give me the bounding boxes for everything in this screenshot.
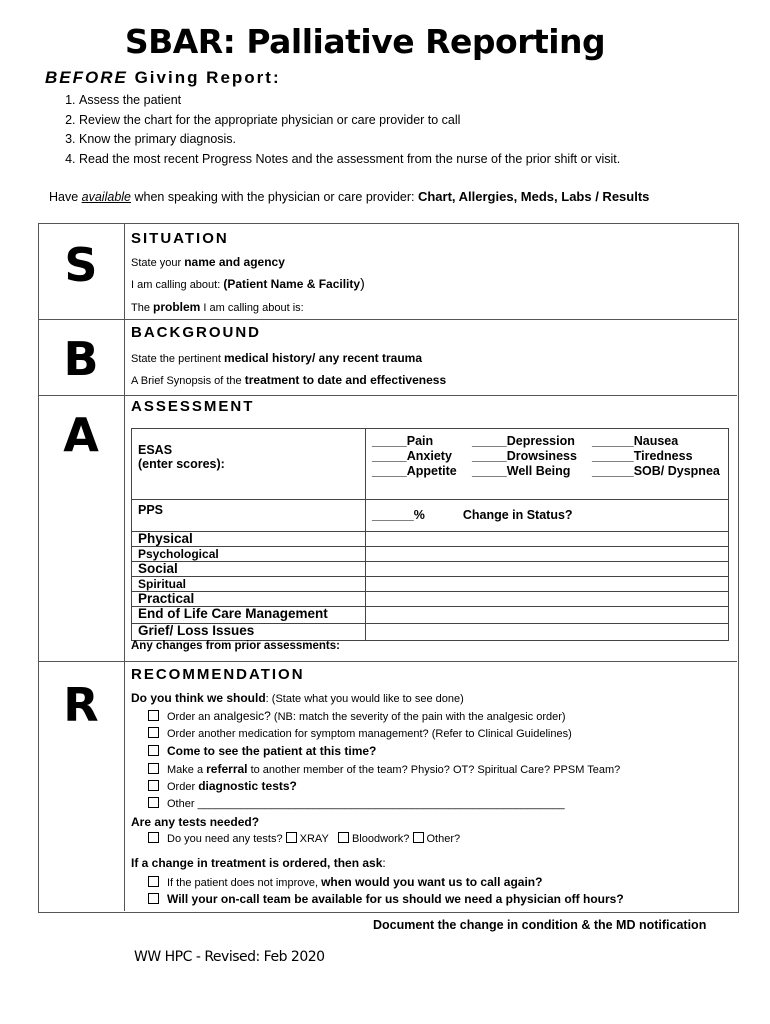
rec-option-analgesic[interactable]: Order an analgesic? (NB: match the severity of the pain with the analgesic order) (148, 709, 566, 723)
list-item: 1. Assess the patient (79, 91, 620, 111)
checkbox[interactable] (286, 832, 297, 843)
table-row (132, 624, 729, 641)
domain-label: End of Life Care Management (132, 607, 366, 624)
list-item: 3. Know the primary diagnosis. (79, 130, 620, 150)
checkbox[interactable] (148, 763, 159, 774)
domain-label: Grief/ Loss Issues (132, 624, 366, 641)
list-item: 2. Review the chart for the appropriate physician or care provider to call (79, 111, 620, 131)
pps-cell[interactable] (366, 500, 729, 532)
esas-item[interactable]: _____Drowsiness (472, 449, 577, 463)
checkbox[interactable] (148, 710, 159, 721)
before-steps-list (55, 91, 620, 169)
background-line-2: A Brief Synopsis of the treatment to date and effectiveness (131, 373, 447, 387)
esas-label-cell (132, 429, 366, 500)
esas-item[interactable]: ______Tiredness (592, 449, 693, 463)
divider (38, 661, 737, 662)
rec-option-other[interactable]: Other ____________________________________________________________ (148, 797, 565, 810)
divider (38, 395, 737, 396)
esas-item[interactable]: _____Appetite (372, 464, 457, 478)
situation-line-3: The problem I am calling about is: (131, 300, 304, 314)
esas-item[interactable]: _____Anxiety (372, 449, 452, 463)
situation-line-2: I am calling about: (Patient Name & Facility) (131, 275, 365, 291)
domain-label: Psychological (132, 547, 366, 562)
table-row (132, 532, 729, 547)
table-row (132, 562, 729, 577)
before-heading: BEFORE Giving Report: (45, 68, 281, 87)
esas-item[interactable]: _____Well Being (472, 464, 571, 478)
pps-value[interactable]: ______% (372, 508, 425, 522)
background-line-1: State the pertinent medical history/ any recent trauma (131, 351, 423, 365)
domain-input[interactable] (366, 562, 729, 577)
page-title: SBAR: Palliative Reporting (124, 22, 606, 61)
tests-other: Other? (426, 833, 461, 845)
domain-label: Physical (132, 532, 366, 547)
assessment-title: ASSESSMENT (131, 398, 255, 415)
have-available-line: Have available when speaking with the physician or care provider: Chart, Allergies, Meds, Labs / Results (49, 189, 650, 204)
situation-title: SITUATION (131, 230, 229, 247)
rec-option-visit[interactable]: Come to see the patient at this time? (148, 744, 376, 758)
checkbox[interactable] (148, 893, 159, 904)
esas-item[interactable]: _____Depression (472, 434, 575, 448)
sbar-letter-b: B (63, 332, 99, 386)
checkbox[interactable] (338, 832, 349, 843)
domain-label: Practical (132, 592, 366, 607)
checkbox[interactable] (148, 797, 159, 808)
domain-input[interactable] (366, 607, 729, 624)
rec-option-referral[interactable]: Make a referral to another member of the team? Physio? OT? Spiritual Care? PPSM Team? (148, 762, 620, 776)
divider (38, 319, 737, 320)
tests-bloodwork: Bloodwork? (351, 833, 410, 845)
rec-option-medication[interactable]: Order another medication for symptom management? (Refer to Clinical Guidelines) (148, 727, 572, 740)
pps-label: PPS (132, 500, 366, 532)
divider (124, 223, 125, 911)
esas-item[interactable]: ______SOB/ Dyspnea (592, 464, 720, 478)
sbar-letter-s: S (64, 238, 98, 292)
rec-option-diagnostics[interactable]: Order diagnostic tests? (148, 779, 297, 793)
esas-sub: (enter scores): (138, 457, 225, 471)
domain-input[interactable] (366, 577, 729, 592)
pps-change: Change in Status? (462, 508, 573, 522)
rec-tests-row (148, 832, 460, 845)
recommendation-title: RECOMMENDATION (131, 666, 305, 683)
domain-input[interactable] (366, 547, 729, 562)
checkbox[interactable] (148, 780, 159, 791)
checkbox[interactable] (148, 876, 159, 887)
domain-label: Social (132, 562, 366, 577)
rec-question-2: Are any tests needed? (131, 815, 260, 829)
rec-question-1: Do you think we should: (State what you would like to see done) (131, 691, 464, 705)
assessment-changes: Any changes from prior assessments: (131, 640, 340, 652)
tests-any: Do you need any tests? (167, 833, 283, 845)
sbar-letter-r: R (63, 678, 99, 732)
sbar-letter-a: A (63, 408, 99, 462)
table-row (132, 429, 729, 500)
checkbox[interactable] (148, 832, 159, 843)
rec-question-3: If a change in treatment is ordered, then ask: (131, 856, 386, 870)
rec-option-on-call[interactable]: Will your on-call team be available for us should we need a physician off hours? (148, 892, 624, 906)
list-item: 4. Read the most recent Progress Notes and the assessment from the nurse of the prior shift or visit. (79, 150, 620, 170)
domain-input[interactable] (366, 592, 729, 607)
tests-xray: XRAY (299, 833, 329, 845)
domain-label: Spiritual (132, 577, 366, 592)
table-row (132, 592, 729, 607)
esas-scores-cell (366, 429, 729, 500)
esas-item[interactable]: _____Pain (372, 434, 434, 448)
checkbox[interactable] (413, 832, 424, 843)
esas-label: ESAS (138, 443, 173, 457)
domain-input[interactable] (366, 532, 729, 547)
domain-input[interactable] (366, 624, 729, 641)
table-row (132, 607, 729, 624)
checkbox[interactable] (148, 727, 159, 738)
checkbox[interactable] (148, 745, 159, 756)
assessment-table (131, 428, 729, 641)
table-row (132, 500, 729, 532)
esas-item[interactable]: ______Nausea (592, 434, 679, 448)
revised-date: WW HPC - Revised: Feb 2020 (134, 949, 325, 965)
table-row (132, 547, 729, 562)
background-title: BACKGROUND (131, 324, 261, 341)
footer-note: Document the change in condition & the MD notification (373, 918, 707, 932)
rec-option-call-again[interactable]: If the patient does not improve, when would you want us to call again? (148, 875, 542, 889)
situation-line-1: State your name and agency (131, 255, 285, 269)
table-row (132, 577, 729, 592)
